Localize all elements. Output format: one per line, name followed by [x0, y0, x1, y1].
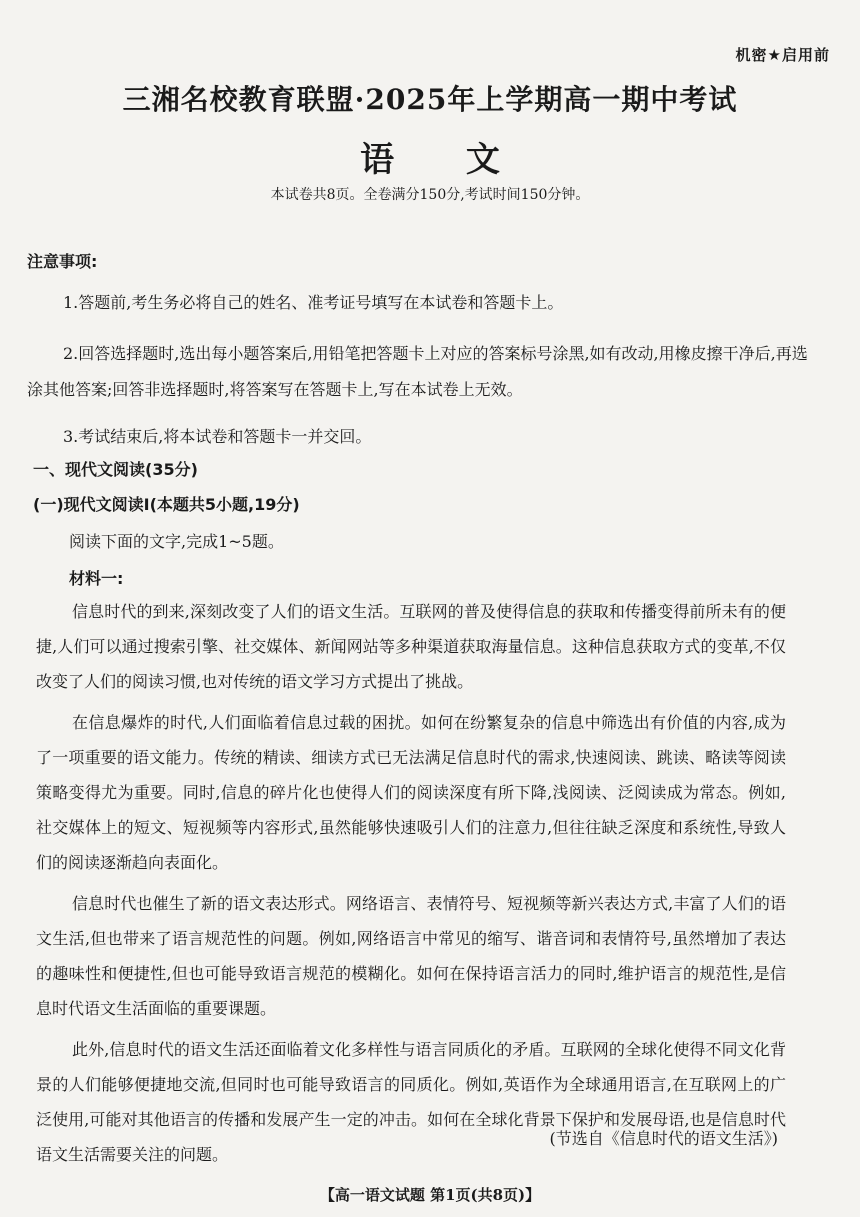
exam-title: 三湘名校教育联盟·2025年上学期高一期中考试: [122, 83, 738, 116]
reading-instruction: 阅读下面的文字,完成1~5题。: [69, 532, 284, 551]
paper-info: 本试卷共8页。全卷满分150分,考试时间150分钟。: [270, 187, 590, 203]
passage-paragraph: 此外,信息时代的语文生活还面临着文化多样性与语言同质化的矛盾。互联网的全球化使得不同文化背景的人们能够便捷地交流,但同时也可能导致语言的同质化。例如,英语作为全球通用语言,在互联网上的广泛使用,可能对其他语言的传播和发展产生一定的冲击。如何在全球化背景下保护和发展母语,也是信息时代语文生活需要关注的问题。: [36, 1040, 786, 1164]
material-label: 材料一:: [69, 569, 124, 588]
subject-title: 语 文: [360, 140, 530, 180]
passage-source: (节选自《信息时代的语文生活》): [549, 1129, 778, 1148]
note-item: 2.回答选择题时,选出每小题答案后,用铅笔把答题卡上对应的答案标号涂黑,如有改动,用橡皮擦干净后,再选涂其他答案;回答非选择题时,将答案写在答题卡上,写在本试卷上无效。: [27, 344, 808, 399]
passage-paragraph: 在信息爆炸的时代,人们面临着信息过载的困扰。如何在纷繁复杂的信息中筛选出有价值的内容,成为了一项重要的语文能力。传统的精读、细读方式已无法满足信息时代的需求,快速阅读、跳读、略读等阅读策略变得尤为重要。同时,信息的碎片化也使得人们的阅读深度有所下降,浅阅读、泛阅读成为常态。例如,社交媒体上的短文、短视频等内容形式,虽然能够快速吸引人们的注意力,但往往缺乏深度和系统性,导致人们的阅读逐渐趋向表面化。: [36, 713, 786, 872]
section-heading: 一、现代文阅读(35分): [33, 460, 198, 479]
page-footer: 【高一语文试题 第1页(共8页)】: [319, 1186, 541, 1204]
notes-list: [27, 284, 810, 470]
reading-passage: [36, 594, 786, 1178]
confidential-label: 机密★启用前: [735, 46, 830, 64]
passage-paragraph: 信息时代也催生了新的语文表达形式。网络语言、表情符号、短视频等新兴表达方式,丰富了人们的语文生活,但也带来了语言规范性的问题。例如,网络语言中常见的缩写、谐音词和表情符号,虽然增加了表达的趣味性和便捷性,但也可能导致语言规范的模糊化。如何在保持语言活力的同时,维护语言的规范性,是信息时代语文生活面临的重要课题。: [36, 894, 786, 1018]
note-item: 3.考试结束后,将本试卷和答题卡一并交回。: [63, 427, 372, 446]
passage-paragraph: 信息时代的到来,深刻改变了人们的语文生活。互联网的普及使得信息的获取和传播变得前所未有的便捷,人们可以通过搜索引擎、社交媒体、新闻网站等多种渠道获取海量信息。这种信息获取方式的变革,不仅改变了人们的阅读习惯,也对传统的语文学习方式提出了挑战。: [36, 602, 786, 691]
subsection-heading: (一)现代文阅读Ⅰ(本题共5小题,19分): [33, 495, 300, 514]
note-item: 1.答题前,考生务必将自己的姓名、准考证号填写在本试卷和答题卡上。: [63, 293, 564, 312]
notes-heading: 注意事项:: [27, 252, 98, 271]
